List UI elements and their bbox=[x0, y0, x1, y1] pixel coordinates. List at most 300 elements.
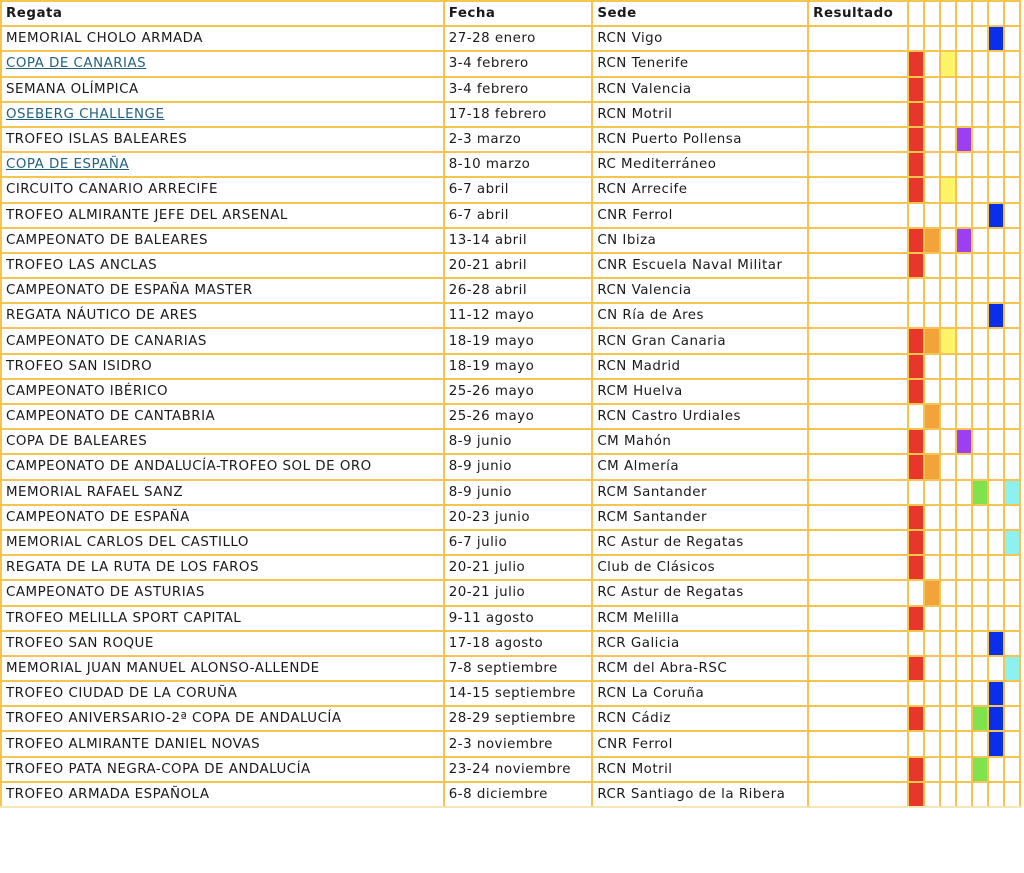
class-marker-cell bbox=[924, 404, 940, 429]
class-marker bbox=[1005, 481, 1019, 504]
fecha-cell: 2-3 noviembre bbox=[444, 731, 593, 756]
table-row bbox=[1, 606, 1020, 631]
class-marker-cell bbox=[1004, 77, 1020, 102]
class-marker-cell bbox=[956, 555, 972, 580]
class-marker-cell bbox=[988, 152, 1004, 177]
class-marker-cell bbox=[908, 782, 924, 807]
class-marker-cell bbox=[988, 706, 1004, 731]
resultado-cell bbox=[808, 26, 907, 51]
class-marker-cell bbox=[1004, 278, 1020, 303]
regata-cell bbox=[1, 731, 444, 756]
table-row bbox=[1, 26, 1020, 51]
sede-cell: RC Astur de Regatas bbox=[592, 530, 808, 555]
class-marker-cell bbox=[988, 555, 1004, 580]
class-marker bbox=[909, 707, 923, 730]
class-marker-cell bbox=[924, 782, 940, 807]
sede-cell: Club de Clásicos bbox=[592, 555, 808, 580]
class-marker bbox=[909, 355, 923, 378]
class-marker-cell bbox=[940, 706, 956, 731]
class-marker-cell bbox=[988, 731, 1004, 756]
resultado-cell bbox=[808, 429, 907, 454]
regata-cell[interactable] bbox=[1, 152, 444, 177]
class-marker-cell bbox=[988, 177, 1004, 202]
class-marker-cell bbox=[908, 656, 924, 681]
header-row bbox=[1, 1, 1020, 26]
class-marker-cell bbox=[1004, 480, 1020, 505]
fecha-cell: 20-21 abril bbox=[444, 253, 593, 278]
class-marker-cell bbox=[988, 429, 1004, 454]
class-marker-cell bbox=[924, 731, 940, 756]
resultado-cell bbox=[808, 228, 907, 253]
regata-name: TROFEO ALMIRANTE JEFE DEL ARSENAL bbox=[6, 207, 288, 223]
class-marker-cell bbox=[972, 51, 988, 76]
class-marker-cell bbox=[924, 127, 940, 152]
regata-cell bbox=[1, 555, 444, 580]
table-row bbox=[1, 354, 1020, 379]
class-marker-cell bbox=[908, 555, 924, 580]
resultado-cell bbox=[808, 303, 907, 328]
table-row bbox=[1, 102, 1020, 127]
class-marker bbox=[909, 455, 923, 478]
class-marker-cell bbox=[940, 606, 956, 631]
sede-cell: CM Almería bbox=[592, 454, 808, 479]
table-row bbox=[1, 203, 1020, 228]
fecha-cell: 27-28 enero bbox=[444, 26, 593, 51]
fecha-cell: 6-7 julio bbox=[444, 530, 593, 555]
class-marker-cell bbox=[1004, 354, 1020, 379]
class-marker-cell bbox=[956, 102, 972, 127]
sede-cell: RCN La Coruña bbox=[592, 681, 808, 706]
regata-name: REGATA DE LA RUTA DE LOS FAROS bbox=[6, 560, 259, 576]
table-row bbox=[1, 555, 1020, 580]
class-marker-cell bbox=[988, 26, 1004, 51]
fecha-cell: 14-15 septiembre bbox=[444, 681, 593, 706]
class-marker-cell bbox=[972, 454, 988, 479]
regata-cell bbox=[1, 177, 444, 202]
class-marker-cell bbox=[908, 757, 924, 782]
class-marker-cell bbox=[956, 782, 972, 807]
table-row bbox=[1, 228, 1020, 253]
class-marker-cell bbox=[908, 127, 924, 152]
regata-cell bbox=[1, 404, 444, 429]
class-marker-cell bbox=[940, 429, 956, 454]
class-marker-cell bbox=[924, 354, 940, 379]
sede-cell: CN Ría de Ares bbox=[592, 303, 808, 328]
class-marker-cell bbox=[940, 505, 956, 530]
header-class-col bbox=[940, 1, 956, 26]
class-marker bbox=[925, 405, 939, 428]
table-row bbox=[1, 127, 1020, 152]
regata-name: COPA DE BALEARES bbox=[6, 434, 148, 450]
class-marker bbox=[909, 380, 923, 403]
class-marker-cell bbox=[988, 228, 1004, 253]
class-marker-cell bbox=[988, 354, 1004, 379]
class-marker-cell bbox=[956, 404, 972, 429]
resultado-cell bbox=[808, 580, 907, 605]
class-marker-cell bbox=[972, 26, 988, 51]
class-marker-cell bbox=[908, 404, 924, 429]
class-marker-cell bbox=[988, 328, 1004, 353]
class-marker-cell bbox=[1004, 606, 1020, 631]
table-row bbox=[1, 631, 1020, 656]
class-marker-cell bbox=[1004, 379, 1020, 404]
class-marker-cell bbox=[908, 429, 924, 454]
regata-name: TROFEO SAN ROQUE bbox=[6, 635, 154, 651]
class-marker-cell bbox=[924, 555, 940, 580]
class-marker-cell bbox=[940, 404, 956, 429]
resultado-cell bbox=[808, 404, 907, 429]
class-marker bbox=[909, 758, 923, 781]
class-marker-cell bbox=[908, 278, 924, 303]
regata-cell bbox=[1, 228, 444, 253]
class-marker-cell bbox=[940, 303, 956, 328]
class-marker-cell bbox=[988, 203, 1004, 228]
class-marker-cell bbox=[988, 127, 1004, 152]
fecha-cell: 25-26 mayo bbox=[444, 379, 593, 404]
regata-cell bbox=[1, 253, 444, 278]
class-marker-cell bbox=[972, 127, 988, 152]
table-row bbox=[1, 706, 1020, 731]
class-marker bbox=[925, 581, 939, 604]
class-marker bbox=[909, 607, 923, 630]
regata-cell[interactable] bbox=[1, 51, 444, 76]
sede-cell: CNR Ferrol bbox=[592, 731, 808, 756]
regata-cell bbox=[1, 530, 444, 555]
class-marker-cell bbox=[940, 203, 956, 228]
class-marker-cell bbox=[924, 152, 940, 177]
table-row bbox=[1, 656, 1020, 681]
regata-cell[interactable] bbox=[1, 102, 444, 127]
class-marker-cell bbox=[972, 253, 988, 278]
class-marker-cell bbox=[956, 656, 972, 681]
class-marker bbox=[957, 430, 971, 453]
class-marker-cell bbox=[956, 706, 972, 731]
regata-cell bbox=[1, 354, 444, 379]
class-marker-cell bbox=[924, 228, 940, 253]
class-marker-cell bbox=[1004, 580, 1020, 605]
class-marker-cell bbox=[940, 328, 956, 353]
header-class-col bbox=[972, 1, 988, 26]
class-marker-cell bbox=[956, 631, 972, 656]
class-marker-cell bbox=[956, 303, 972, 328]
table-row bbox=[1, 480, 1020, 505]
fecha-cell: 26-28 abril bbox=[444, 278, 593, 303]
table-row bbox=[1, 505, 1020, 530]
resultado-cell bbox=[808, 555, 907, 580]
sede-cell: RC Astur de Regatas bbox=[592, 580, 808, 605]
regata-link[interactable]: COPA DE CANARIAS bbox=[6, 56, 147, 72]
class-marker-cell bbox=[908, 177, 924, 202]
fecha-cell: 13-14 abril bbox=[444, 228, 593, 253]
regata-name: TROFEO SAN ISIDRO bbox=[6, 358, 153, 374]
class-marker-cell bbox=[924, 379, 940, 404]
class-marker-cell bbox=[956, 77, 972, 102]
class-marker-cell bbox=[972, 782, 988, 807]
sede-cell: CM Mahón bbox=[592, 429, 808, 454]
class-marker-cell bbox=[1004, 757, 1020, 782]
class-marker bbox=[909, 78, 923, 101]
class-marker-cell bbox=[956, 580, 972, 605]
regata-name: TROFEO ALMIRANTE DANIEL NOVAS bbox=[6, 736, 261, 752]
class-marker-cell bbox=[924, 102, 940, 127]
class-marker bbox=[989, 27, 1003, 50]
fecha-cell: 2-3 marzo bbox=[444, 127, 593, 152]
sede-cell: RCN Valencia bbox=[592, 278, 808, 303]
regata-cell bbox=[1, 328, 444, 353]
class-marker-cell bbox=[972, 480, 988, 505]
fecha-cell: 23-24 noviembre bbox=[444, 757, 593, 782]
class-marker-cell bbox=[972, 203, 988, 228]
class-marker-cell bbox=[1004, 328, 1020, 353]
resultado-cell bbox=[808, 51, 907, 76]
sede-cell: RCM Melilla bbox=[592, 606, 808, 631]
class-marker-cell bbox=[972, 656, 988, 681]
resultado-cell bbox=[808, 354, 907, 379]
class-marker-cell bbox=[924, 77, 940, 102]
class-marker bbox=[909, 506, 923, 529]
class-marker bbox=[941, 52, 955, 75]
class-marker-cell bbox=[1004, 656, 1020, 681]
regata-cell bbox=[1, 26, 444, 51]
table-row bbox=[1, 757, 1020, 782]
table-row bbox=[1, 152, 1020, 177]
regata-name: CAMPEONATO DE ESPAÑA bbox=[6, 509, 190, 525]
class-marker-cell bbox=[988, 102, 1004, 127]
class-marker bbox=[989, 732, 1003, 755]
class-marker bbox=[909, 783, 923, 806]
table-row bbox=[1, 580, 1020, 605]
regata-cell bbox=[1, 278, 444, 303]
class-marker bbox=[909, 531, 923, 554]
table-body bbox=[1, 26, 1020, 807]
class-marker-cell bbox=[1004, 631, 1020, 656]
class-marker-cell bbox=[988, 51, 1004, 76]
class-marker bbox=[909, 254, 923, 277]
table-row bbox=[1, 77, 1020, 102]
class-marker-cell bbox=[908, 328, 924, 353]
class-marker-cell bbox=[956, 681, 972, 706]
table-row bbox=[1, 379, 1020, 404]
class-marker-cell bbox=[988, 404, 1004, 429]
class-marker-cell bbox=[940, 354, 956, 379]
class-marker-cell bbox=[988, 530, 1004, 555]
regata-cell bbox=[1, 303, 444, 328]
resultado-cell bbox=[808, 606, 907, 631]
class-marker-cell bbox=[924, 505, 940, 530]
sede-cell: CN Ibiza bbox=[592, 228, 808, 253]
table-row bbox=[1, 328, 1020, 353]
class-marker bbox=[941, 178, 955, 201]
class-marker-cell bbox=[924, 681, 940, 706]
fecha-cell: 8-10 marzo bbox=[444, 152, 593, 177]
class-marker-cell bbox=[940, 656, 956, 681]
regata-cell bbox=[1, 782, 444, 807]
sede-cell: RCN Cádiz bbox=[592, 706, 808, 731]
resultado-cell bbox=[808, 328, 907, 353]
class-marker bbox=[925, 229, 939, 252]
fecha-cell: 20-21 julio bbox=[444, 580, 593, 605]
sede-cell: RCM Santander bbox=[592, 505, 808, 530]
regata-name: CIRCUITO CANARIO ARRECIFE bbox=[6, 182, 218, 198]
sede-cell: RCR Galicia bbox=[592, 631, 808, 656]
sede-cell: RCN Tenerife bbox=[592, 51, 808, 76]
class-marker-cell bbox=[924, 303, 940, 328]
header-fecha: Fecha bbox=[444, 1, 593, 26]
class-marker-cell bbox=[1004, 127, 1020, 152]
class-marker-cell bbox=[940, 454, 956, 479]
regata-cell bbox=[1, 454, 444, 479]
class-marker-cell bbox=[908, 454, 924, 479]
table-row bbox=[1, 51, 1020, 76]
regata-cell bbox=[1, 127, 444, 152]
regata-cell bbox=[1, 606, 444, 631]
class-marker-cell bbox=[924, 328, 940, 353]
class-marker bbox=[973, 481, 987, 504]
regata-link[interactable]: OSEBERG CHALLENGE bbox=[6, 106, 165, 122]
class-marker-cell bbox=[1004, 203, 1020, 228]
class-marker-cell bbox=[924, 253, 940, 278]
class-marker-cell bbox=[972, 606, 988, 631]
fecha-cell: 3-4 febrero bbox=[444, 51, 593, 76]
class-marker bbox=[989, 682, 1003, 705]
class-marker-cell bbox=[956, 51, 972, 76]
class-marker bbox=[941, 329, 955, 352]
resultado-cell bbox=[808, 102, 907, 127]
class-marker-cell bbox=[940, 480, 956, 505]
class-marker-cell bbox=[908, 253, 924, 278]
class-marker-cell bbox=[972, 228, 988, 253]
class-marker-cell bbox=[956, 177, 972, 202]
class-marker-cell bbox=[940, 379, 956, 404]
class-marker-cell bbox=[924, 631, 940, 656]
class-marker-cell bbox=[972, 505, 988, 530]
class-marker-cell bbox=[972, 631, 988, 656]
class-marker-cell bbox=[908, 480, 924, 505]
header-class-col bbox=[988, 1, 1004, 26]
sede-cell: RCN Vigo bbox=[592, 26, 808, 51]
class-marker-cell bbox=[908, 26, 924, 51]
class-marker bbox=[909, 178, 923, 201]
class-marker bbox=[925, 329, 939, 352]
class-marker-cell bbox=[972, 354, 988, 379]
class-marker-cell bbox=[988, 681, 1004, 706]
class-marker-cell bbox=[1004, 429, 1020, 454]
class-marker-cell bbox=[956, 354, 972, 379]
resultado-cell bbox=[808, 379, 907, 404]
class-marker-cell bbox=[908, 681, 924, 706]
class-marker-cell bbox=[1004, 102, 1020, 127]
class-marker-cell bbox=[908, 228, 924, 253]
class-marker-cell bbox=[988, 782, 1004, 807]
class-marker-cell bbox=[972, 681, 988, 706]
class-marker-cell bbox=[988, 77, 1004, 102]
regata-name: MEMORIAL RAFAEL SANZ bbox=[6, 484, 184, 500]
regata-name: CAMPEONATO DE CANARIAS bbox=[6, 333, 207, 349]
class-marker-cell bbox=[972, 177, 988, 202]
class-marker bbox=[973, 758, 987, 781]
class-marker-cell bbox=[1004, 303, 1020, 328]
fecha-cell: 3-4 febrero bbox=[444, 77, 593, 102]
fecha-cell: 28-29 septiembre bbox=[444, 706, 593, 731]
resultado-cell bbox=[808, 706, 907, 731]
class-marker-cell bbox=[924, 480, 940, 505]
regata-name: TROFEO LAS ANCLAS bbox=[6, 257, 158, 273]
class-marker-cell bbox=[972, 555, 988, 580]
class-marker-cell bbox=[940, 26, 956, 51]
class-marker bbox=[973, 707, 987, 730]
class-marker-cell bbox=[940, 731, 956, 756]
table-row bbox=[1, 177, 1020, 202]
sede-cell: RCN Motril bbox=[592, 102, 808, 127]
class-marker-cell bbox=[988, 656, 1004, 681]
header-sede: Sede bbox=[592, 1, 808, 26]
regata-cell bbox=[1, 757, 444, 782]
class-marker-cell bbox=[1004, 404, 1020, 429]
class-marker-cell bbox=[1004, 152, 1020, 177]
class-marker-cell bbox=[988, 606, 1004, 631]
class-marker-cell bbox=[972, 328, 988, 353]
regata-cell bbox=[1, 480, 444, 505]
class-marker-cell bbox=[940, 530, 956, 555]
class-marker-cell bbox=[972, 731, 988, 756]
class-marker-cell bbox=[972, 530, 988, 555]
class-marker-cell bbox=[924, 580, 940, 605]
class-marker-cell bbox=[988, 253, 1004, 278]
class-marker-cell bbox=[908, 51, 924, 76]
class-marker-cell bbox=[956, 203, 972, 228]
sede-cell: RCN Motril bbox=[592, 757, 808, 782]
class-marker bbox=[925, 455, 939, 478]
class-marker-cell bbox=[1004, 177, 1020, 202]
class-marker-cell bbox=[988, 379, 1004, 404]
class-marker bbox=[909, 329, 923, 352]
resultado-cell bbox=[808, 454, 907, 479]
class-marker-cell bbox=[956, 228, 972, 253]
regata-cell bbox=[1, 379, 444, 404]
class-marker-cell bbox=[924, 656, 940, 681]
table-row bbox=[1, 278, 1020, 303]
class-marker-cell bbox=[988, 631, 1004, 656]
fecha-cell: 7-8 septiembre bbox=[444, 656, 593, 681]
table-row bbox=[1, 429, 1020, 454]
class-marker-cell bbox=[956, 606, 972, 631]
regata-link[interactable]: COPA DE ESPAÑA bbox=[6, 157, 130, 173]
table-row bbox=[1, 454, 1020, 479]
class-marker-cell bbox=[1004, 51, 1020, 76]
sede-cell: RCM Santander bbox=[592, 480, 808, 505]
regata-name: TROFEO ANIVERSARIO-2ª COPA DE ANDALUCÍA bbox=[6, 711, 342, 727]
header-class-col bbox=[1004, 1, 1020, 26]
class-marker-cell bbox=[988, 278, 1004, 303]
header-class-col bbox=[908, 1, 924, 26]
class-marker-cell bbox=[940, 631, 956, 656]
class-marker-cell bbox=[1004, 505, 1020, 530]
class-marker-cell bbox=[956, 253, 972, 278]
class-marker bbox=[909, 657, 923, 680]
class-marker-cell bbox=[908, 530, 924, 555]
fecha-cell: 17-18 febrero bbox=[444, 102, 593, 127]
sede-cell: RC Mediterráneo bbox=[592, 152, 808, 177]
table-row bbox=[1, 731, 1020, 756]
class-marker-cell bbox=[1004, 253, 1020, 278]
fecha-cell: 20-23 junio bbox=[444, 505, 593, 530]
class-marker-cell bbox=[908, 505, 924, 530]
class-marker-cell bbox=[924, 530, 940, 555]
regata-name: TROFEO ARMADA ESPAÑOLA bbox=[6, 786, 210, 802]
class-marker-cell bbox=[956, 127, 972, 152]
class-marker-cell bbox=[988, 757, 1004, 782]
class-marker-cell bbox=[956, 454, 972, 479]
